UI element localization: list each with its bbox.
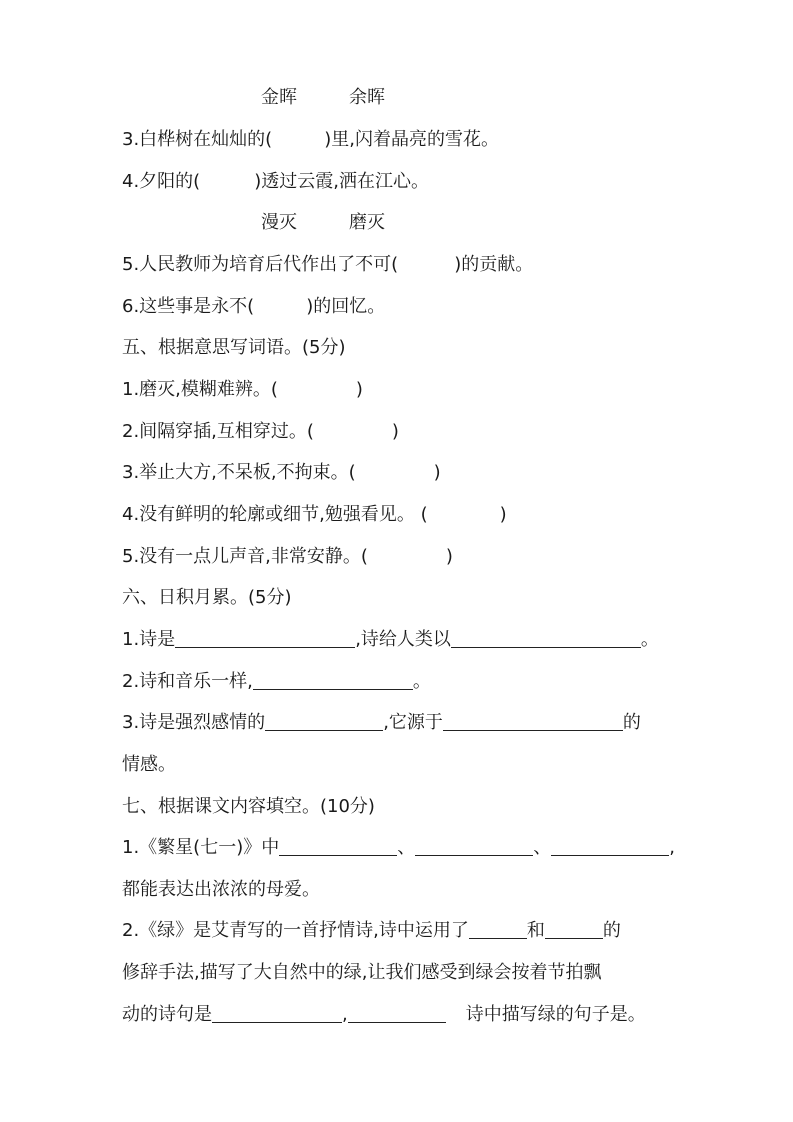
- word-choice: 余晖: [349, 87, 385, 108]
- question-5: 5.人民教师为培育后代作出了不可( )的贡献。: [122, 254, 534, 275]
- list-item: 4.没有鲜明的轮廓或细节,勉强看见。 ( ): [122, 504, 507, 525]
- question-3: 3.白桦树在灿灿的( )里,闪着晶亮的雪花。: [122, 129, 499, 150]
- answer-blank[interactable]: [253, 671, 413, 690]
- list-item: 5.没有一点儿声音,非常安静。( ): [122, 546, 453, 567]
- answer-blank[interactable]: [551, 837, 669, 856]
- fill-line: 1.诗是 ,诗给人类以 。: [122, 629, 659, 650]
- fill-line: 2.诗和音乐一样, 。: [122, 671, 431, 692]
- fill-line-cont: 修辞手法,描写了大自然中的绿,让我们感受到绿会按着节拍飘: [122, 962, 602, 983]
- question-4: 4.夕阳的( )透过云霞,洒在江心。: [122, 171, 429, 192]
- word-choice: 漫灭: [261, 212, 297, 233]
- fill-line: 1.《繁星(七一)》中 、 、 ,: [122, 837, 675, 858]
- answer-blank[interactable]: [469, 920, 527, 939]
- word-choice: 金晖: [261, 87, 297, 108]
- fill-line: 2.《绿》是艾青写的一首抒情诗,诗中运用了 和 的: [122, 920, 621, 941]
- word-choices-b: [261, 211, 385, 235]
- answer-blank[interactable]: [348, 1004, 446, 1023]
- section-title: 七、根据课文内容填空。(10分): [122, 796, 375, 817]
- fill-line-cont: 都能表达出浓浓的母爱。: [122, 879, 320, 900]
- question-6: 6.这些事是永不( )的回忆。: [122, 296, 386, 317]
- fill-line: 动的诗句是 , 诗中描写绿的句子是。: [122, 1004, 646, 1025]
- answer-blank[interactable]: [212, 1004, 342, 1023]
- answer-blank[interactable]: [545, 920, 603, 939]
- section-title: 五、根据意思写词语。(5分): [122, 337, 346, 358]
- fill-line: 3.诗是强烈感情的 ,它源于 的: [122, 712, 641, 733]
- answer-blank[interactable]: [443, 712, 623, 731]
- fill-line-cont: 情感。: [122, 754, 176, 775]
- list-item: 3.举止大方,不呆板,不拘束。( ): [122, 462, 441, 483]
- word-choice: 磨灭: [349, 212, 385, 233]
- section-title: 六、日积月累。(5分): [122, 587, 292, 608]
- answer-blank[interactable]: [415, 837, 533, 856]
- word-choices-a: [261, 86, 385, 110]
- answer-blank[interactable]: [265, 712, 383, 731]
- list-item: 1.磨灭,模糊难辨。( ): [122, 379, 363, 400]
- answer-blank[interactable]: [175, 629, 355, 648]
- list-item: 2.间隔穿插,互相穿过。( ): [122, 421, 399, 442]
- answer-blank[interactable]: [279, 837, 397, 856]
- answer-blank[interactable]: [451, 629, 641, 648]
